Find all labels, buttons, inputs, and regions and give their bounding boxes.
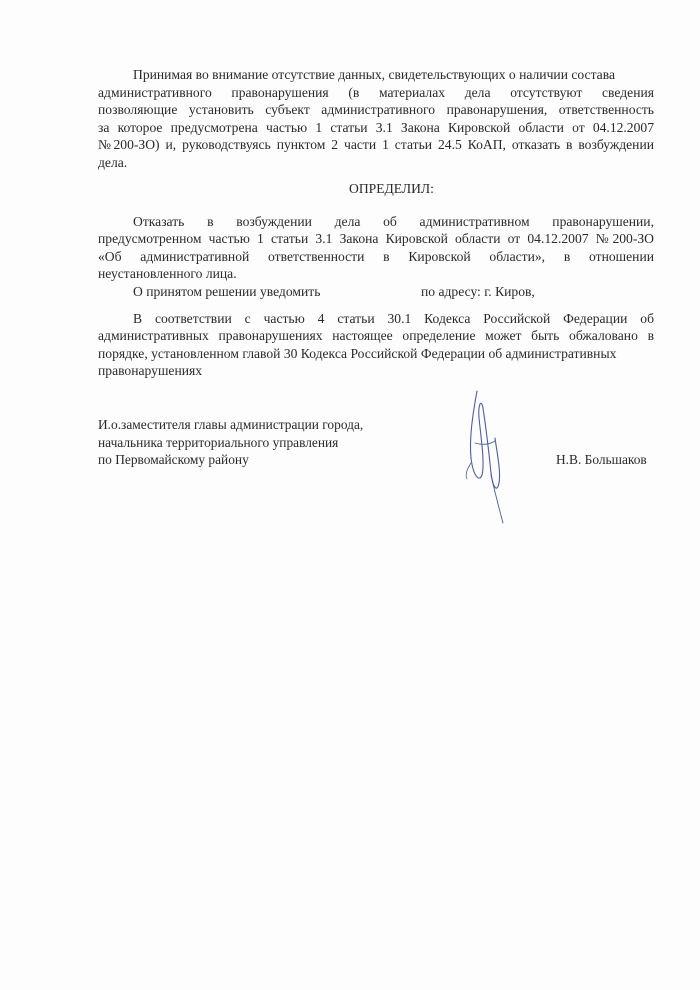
paragraph-line: «Об административной ответственности в Кировской области», в отношении	[98, 249, 654, 264]
paragraph-line: предусмотренном частью 1 статьи 3.1 Закона Кировской области от 04.12.2007 №200-ЗО	[98, 231, 654, 246]
notify-address: по адресу: г. Киров,	[421, 284, 535, 299]
paragraph-line: Принимая во внимание отсутствие данных, свидетельствующих о наличии состава	[133, 67, 615, 82]
paragraph-line: В соответствии с частью 4 статьи 30.1 Кодекса Российской Федерации об	[133, 311, 654, 326]
section-heading: ОПРЕДЕЛИЛ:	[349, 181, 434, 196]
paragraph-line: №200-ЗО) и, руководствуясь пунктом 2 части 1 статьи 24.5 КоАП, отказать в возбуждении	[98, 137, 654, 152]
paragraph-line: порядке, установленном главой 30 Кодекса Российской Федерации об административных	[98, 346, 617, 361]
paragraph-line: Отказать в возбуждении дела об административном правонарушении,	[133, 214, 654, 229]
handwritten-signature	[455, 383, 515, 533]
signatory-title-line: И.о.заместителя главы администрации города,	[98, 417, 364, 432]
paragraph-line: позволяющие установить субъект административного правонарушения, ответственность	[98, 102, 654, 117]
notify-text: О принятом решении уведомить	[133, 284, 321, 299]
signatory-name: Н.В. Большаков	[556, 452, 647, 467]
paragraph-line: правонарушениях	[98, 363, 203, 378]
paragraph-line: неустановленного лица.	[98, 266, 237, 281]
signatory-title-line: по Первомайскому району	[98, 452, 249, 467]
paragraph-line: за которое предусмотрена частью 1 статьи 3.1 Закона Кировской области от 04.12.2007	[98, 120, 654, 135]
paragraph-line: административного правонарушения (в материалах дела отсутствуют сведения	[98, 85, 654, 100]
signatory-title-line: начальника территориального управления	[98, 435, 339, 450]
paragraph-line: административных правонарушениях настоящее определение может быть обжаловано в	[98, 328, 654, 343]
paragraph-line: дела.	[98, 155, 128, 170]
